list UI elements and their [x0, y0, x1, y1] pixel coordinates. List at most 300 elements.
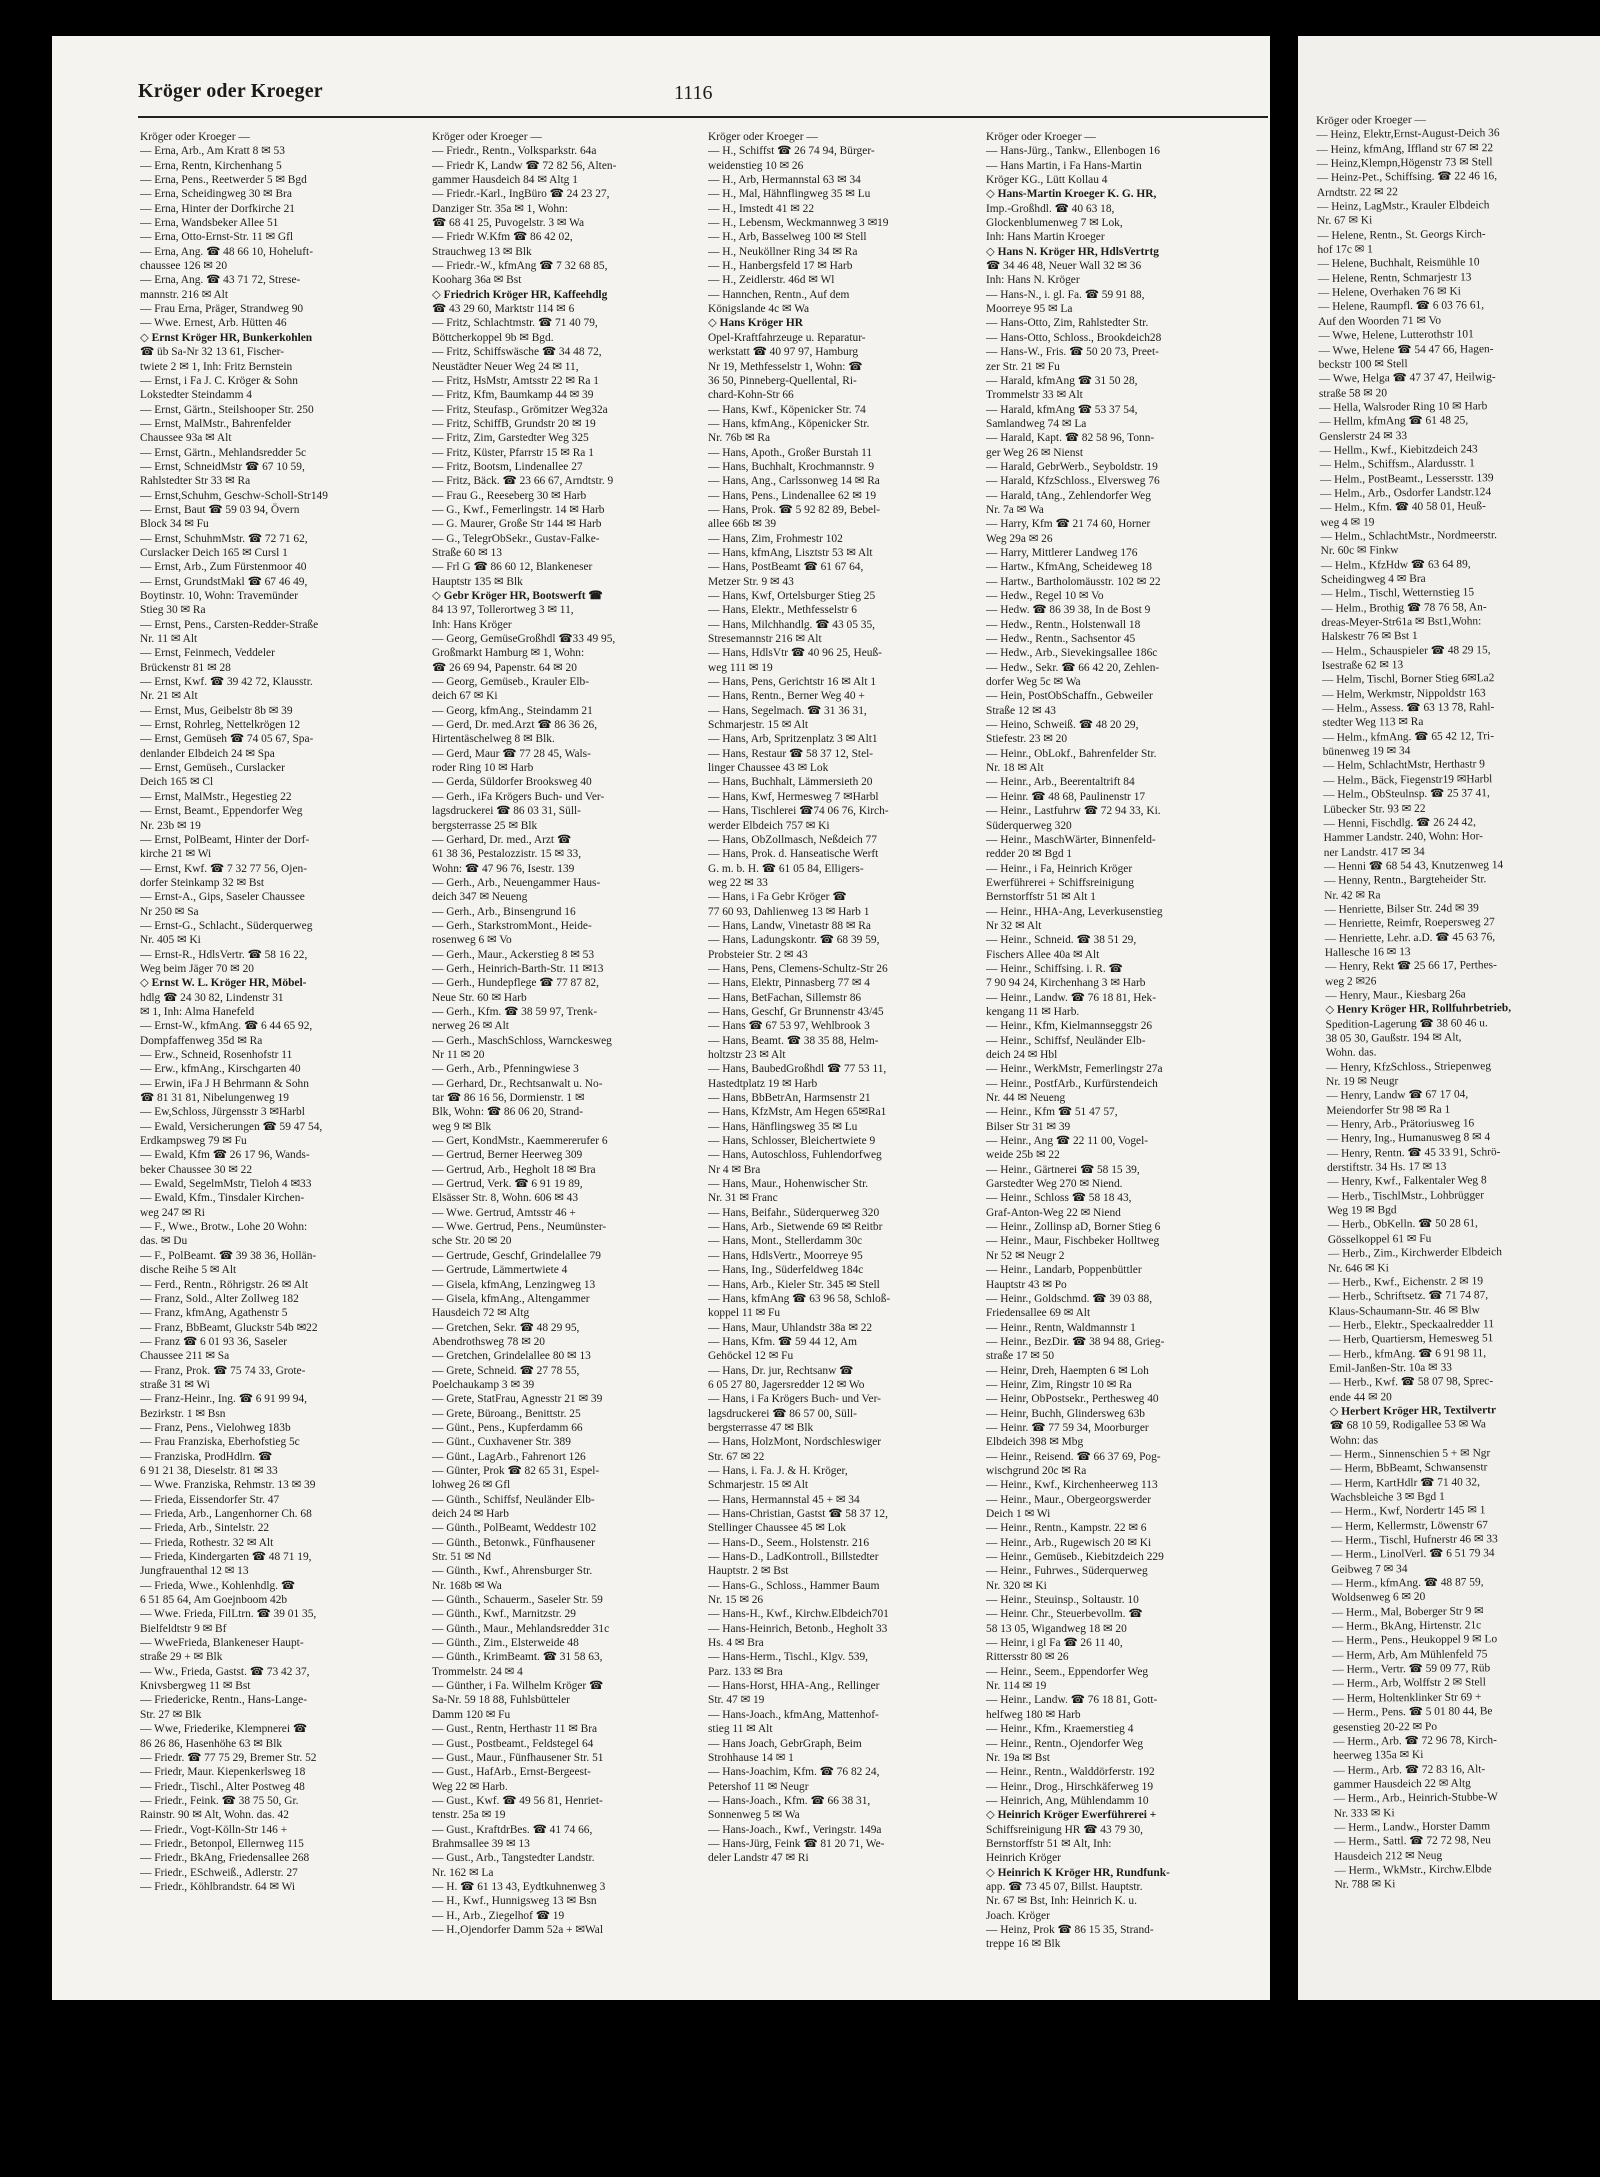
directory-entry-line: — Hans, Kwf., Köpenicker Str. 74 [708, 403, 866, 416]
directory-entry-line: beckstr 100 ✉ Stell [1318, 357, 1408, 371]
directory-entry-line: — Hans, Pens, Clemens-Schultz-Str 26 [708, 962, 888, 975]
directory-entry-line: — Gust., HafArb., Ernst-Bergeest- [432, 1766, 591, 1779]
directory-entry-line: — Hans-Herm., Tischl., Klgv. 539, [708, 1651, 868, 1664]
directory-entry-line: — Ernst, Feinmech, Veddeler [140, 647, 275, 660]
directory-entry-line: chaussee 126 ✉ 20 [140, 260, 228, 273]
directory-entry-line: Stellinger Chaussee 45 ✉ Lok [708, 1522, 846, 1535]
directory-entry-line: Nr. 320 ✉ Ki [986, 1579, 1047, 1592]
directory-entry-line: — Helene, Raumpfl. ☎ 6 03 76 61, [1317, 299, 1485, 314]
directory-entry-line: Woldsenweg 6 ✉ 20 [1331, 1591, 1426, 1605]
directory-entry-line: Nr. 67 ✉ Bst, Inh: Heinrich K. u. [986, 1895, 1137, 1908]
directory-entry-line: — Günth., Schauerm., Saseler Str. 59 [432, 1594, 603, 1607]
directory-entry-line: — Hans, Geschf, Gr Brunnenstr 43/45 [708, 1005, 884, 1018]
directory-entry-line: helfweg 180 ✉ Harb [986, 1708, 1081, 1721]
directory-entry-line: — Franziska, ProdHdlrn. ☎ [140, 1450, 273, 1463]
directory-entry-line: — Grete, Büroang., Benittstr. 25 [432, 1407, 581, 1420]
directory-entry-line: — Fritz, Bäck. ☎ 23 66 67, Arndtstr. 9 [432, 475, 614, 488]
directory-entry-line: Meiendorfer Str 98 ✉ Ra 1 [1326, 1103, 1451, 1117]
directory-entry-line: dische Reihe 5 ✉ Alt [140, 1264, 237, 1277]
directory-entry-line: ☎ 26 69 94, Papenstr. 64 ✉ 20 [432, 661, 577, 674]
directory-entry-line: — Hans, Autoschloss, Fuhlendorfweg [708, 1149, 882, 1162]
directory-entry-line: — Heinr., MaschWärter, Binnenfeld- [986, 833, 1156, 846]
directory-entry-line: — Hannchen, Rentn., Auf dem [708, 288, 850, 301]
directory-entry-line: Weg 22 ✉ Harb. [432, 1780, 508, 1793]
directory-entry-line: — Heinr., Landw. ☎ 76 18 81, Gott- [986, 1694, 1158, 1707]
directory-entry-line: — Heinr., Zollinsp aD, Borner Stieg 6 [986, 1221, 1161, 1234]
directory-entry-line: — Helene, Buchhalt, Reismühle 10 [1317, 256, 1480, 271]
directory-entry-line: — Ww., Frieda, Gastst. ☎ 73 42 37, [140, 1665, 310, 1678]
directory-entry-line: — Erwin, iFa J H Behrmann & Sohn [140, 1077, 309, 1090]
directory-entry-line: — Friedr., Feink. ☎ 38 75 50, Gr. [140, 1794, 299, 1807]
directory-entry-line: hof 17c ✉ 1 [1317, 243, 1373, 257]
directory-entry-line: straße 58 ✉ 20 [1318, 386, 1388, 400]
directory-entry-line: — Hans, Arb., Kieler Str. 345 ✉ Stell [708, 1278, 880, 1291]
directory-entry-line: — Hans-Joach., kfmAng, Mattenhof- [708, 1708, 879, 1721]
directory-entry-line: 58 13 05, Wigandweg 18 ✉ 20 [986, 1622, 1127, 1635]
directory-entry-line: — Heinz, LagMstr., Krauler Elbdeich [1316, 199, 1490, 214]
directory-entry-line: — Henni ☎ 68 54 43, Knutzenweg 14 [1323, 858, 1504, 873]
directory-entry-line: Straße 60 ✉ 13 [432, 546, 502, 559]
directory-entry-line: — Hans, Landw, Vinetastr 88 ✉ Ra [708, 919, 871, 932]
directory-entry-line: — Franz, Pens., Vielohweg 183b [140, 1421, 291, 1434]
directory-entry-line: deich 347 ✉ Neueng [432, 891, 528, 904]
directory-entry-line: Neue Str. 60 ✉ Harb [432, 991, 527, 1004]
directory-entry-line: Auf den Woorden 71 ✉ Vo [1318, 314, 1442, 328]
directory-entry-line: — Ew,Schloss, Jürgensstr 3 ✉Harbl [140, 1106, 305, 1119]
directory-entry-line: — Hartw., Bartholomäusstr. 102 ✉ 22 [986, 575, 1161, 588]
directory-entry-line: — Ernst,Schuhm, Geschw-Scholl-Str149 [140, 489, 328, 502]
directory-entry-line: — Erna, Otto-Ernst-Str. 11 ✉ Gfl [140, 231, 294, 244]
directory-entry-line: 6 51 85 64, Am Goejnboom 42b [140, 1594, 288, 1607]
directory-entry-line: Hauptstr 43 ✉ Po [986, 1278, 1067, 1291]
directory-entry-line: — Hans, Arb, Spritzenplatz 3 ✉ Alt1 [708, 733, 878, 746]
directory-entry-line: Nr. 168b ✉ Wa [432, 1579, 502, 1592]
directory-entry-line: — Herm., Tischl, Hufnerstr 46 ✉ 33 [1330, 1533, 1498, 1547]
directory-entry-line: — Helene, Rentn, Schmarjestr 13 [1317, 271, 1472, 285]
directory-entry-line: — Günt., LagArb., Fahrenort 126 [432, 1450, 586, 1463]
directory-column-5 [1316, 111, 1600, 1893]
directory-entry-line: — Hans-Joachim, Kfm. ☎ 76 82 24, [708, 1766, 880, 1779]
directory-entry-line: — Günth., KrimBeamt. ☎ 31 58 63, [432, 1651, 603, 1664]
directory-entry-line: — Harald, kfmAng ☎ 53 37 54, [986, 403, 1138, 416]
directory-entry-line: — Hans, Schlosser, Bleichertwiete 9 [708, 1135, 876, 1148]
directory-entry-line: nerweg 26 ✉ Alt [432, 1020, 509, 1033]
directory-entry-line: — Gerh., iFa Krögers Buch- und Ver- [432, 790, 605, 803]
directory-entry-line: — Hans-D., Seem., Holstenstr. 216 [708, 1536, 870, 1549]
directory-entry-line: Erdkampsweg 79 ✉ Fu [140, 1135, 247, 1148]
directory-entry-line: stieg 11 ✉ Alt [708, 1723, 773, 1736]
directory-entry-line: Probsteier Str. 2 ✉ 43 [708, 948, 808, 961]
directory-entry-line: Hausdeich 212 ✉ Neug [1334, 1849, 1443, 1863]
directory-entry-line: hdlg ☎ 24 30 82, Lindenstr 31 [140, 991, 284, 1004]
directory-entry-line: chard-Kohn-Str 66 [708, 389, 794, 402]
directory-entry-line: denlander Elbdeich 24 ✉ Spa [140, 747, 275, 760]
directory-entry-line: — Hans, BbBetrAn, Harmsenstr 21 [708, 1092, 871, 1105]
directory-entry-line: Hauptstr. 2 ✉ Bst [708, 1565, 789, 1578]
directory-entry-line: — Erna, Wandsbeker Allee 51 [140, 217, 279, 230]
directory-entry-line: Imp.-Großhdl. ☎ 40 63 18, [986, 202, 1115, 215]
directory-entry-line: — Fritz, Schlachtmstr. ☎ 71 40 79, [432, 317, 598, 330]
directory-entry-line: ◇ Hans-Martin Kroeger K. G. HR, [986, 188, 1157, 201]
directory-entry-line: — Ernst, GrundstMakl ☎ 67 46 49, [140, 575, 308, 588]
directory-entry-line: — Frieda, Eissendorfer Str. 47 [140, 1493, 280, 1506]
directory-entry-line: Wohn: ☎ 47 96 76, Isestr. 139 [432, 862, 575, 875]
directory-entry-line: ◇ Heinrich K Kröger HR, Rundfunk- [986, 1866, 1170, 1879]
directory-entry-line: — Ernst, SchneidMstr ☎ 67 10 59, [140, 460, 305, 473]
directory-entry-line: — Fritz, HsMstr, Amtsstr 22 ✉ Ra 1 [432, 374, 599, 387]
directory-entry-line: 6 91 21 38, Dieselstr. 81 ✉ 33 [140, 1464, 278, 1477]
directory-entry-line: straße 29 + ✉ Blk [140, 1651, 223, 1664]
directory-entry-line: — Hans Joach, GebrGraph, Beim [708, 1737, 862, 1750]
directory-entry-line: — Friedr., Vogt-Kölln-Str 146 + [140, 1823, 288, 1836]
directory-entry-line: — Hans, Segelmach. ☎ 31 36 31, [708, 704, 867, 717]
directory-entry-line: — Hedw., Arb., Sievekingsallee 186c [986, 647, 1158, 660]
directory-entry-line: — Henriette, Lehr. a.D. ☎ 45 63 76, [1324, 930, 1496, 945]
directory-entry-line: kirche 21 ✉ Wi [140, 848, 212, 861]
directory-entry-line: — Erw., kfmAng., Kirschgarten 40 [140, 1063, 301, 1076]
directory-entry-line: — H. ☎ 61 13 43, Eydtkuhnenweg 3 [432, 1880, 606, 1893]
directory-entry-line: — Gerh., Arb., Pfenningwiese 3 [432, 1063, 579, 1076]
directory-entry-line: Boytinstr. 10, Wohn: Travemünder [140, 590, 299, 602]
directory-entry-line: — Herm, Arb, Am Mühlenfeld 75 [1332, 1648, 1488, 1662]
directory-entry-line: Nr. 114 ✉ 19 [986, 1680, 1047, 1693]
directory-entry-line: — Friedr.-Karl., IngBüro ☎ 24 23 27, [432, 188, 610, 201]
directory-entry-line: — Heinr., Rentn., Walddörferstr. 192 [986, 1766, 1155, 1779]
directory-entry-line: — Frieda, Wwe., Kohlenhdlg. ☎ [140, 1579, 296, 1592]
directory-entry-line: Nr. 60c ✉ Finkw [1320, 544, 1399, 558]
directory-entry-line: — Heinr., Gärtnerei ☎ 58 15 39, [986, 1163, 1140, 1176]
directory-entry-line: — Friedr K, Landw ☎ 72 82 56, Alten- [432, 159, 617, 172]
directory-entry-line: Spedition-Lagerung ☎ 38 60 46 u. [1325, 1016, 1488, 1031]
directory-entry-line: Curslacker Deich 165 ✉ Cursl 1 [140, 546, 288, 559]
directory-entry-line: ◇ Hans N. Kröger HR, HdlsVertrtg [986, 245, 1159, 258]
directory-entry-line: — Gust., Maur., Fünfhausener Str. 51 [432, 1751, 604, 1764]
directory-entry-line: — Wwe, Helene ☎ 54 47 66, Hagen- [1318, 342, 1494, 357]
directory-entry-line: gammer Hausdeich 22 ✉ Altg [1333, 1777, 1471, 1791]
directory-entry-line: lagsdruckerei ☎ 86 57 00, Süll- [708, 1407, 857, 1420]
directory-entry-line: — Herb., Zim., Kirchwerder Elbdeich [1327, 1246, 1502, 1261]
directory-entry-line: — Gerh., MaschSchloss, Warnckesweg [432, 1034, 612, 1047]
directory-entry-line: 7 90 94 24, Kirchenhang 3 ✉ Harb [986, 977, 1146, 990]
directory-entry-line: — Ernst, Gemüseh., Curslacker [140, 762, 285, 775]
directory-entry-line: — Wwe. Gertrud, Pens., Neumünster- [432, 1221, 607, 1234]
directory-entry-line: — Heinr., PostfArb., Kurfürstendeich [986, 1077, 1158, 1090]
directory-entry-line: Joach. Kröger [986, 1909, 1050, 1922]
directory-entry-line: — Heinr., Steuinsp., Soltaustr. 10 [986, 1594, 1139, 1607]
directory-entry-line: bergsterrasse 25 ✉ Blk [432, 819, 538, 832]
directory-entry-line: — Hans, Kfm. ☎ 59 44 12, Am [708, 1335, 857, 1348]
directory-entry-line: Bielfeldtstr 9 ✉ Bf [140, 1622, 227, 1635]
directory-entry-line: — Heinr., Schiffsing. i. R. ☎ [986, 962, 1123, 975]
directory-entry-line: wischgrund 20c ✉ Ra [986, 1464, 1087, 1477]
directory-entry-line: — Hans, PostBeamt ☎ 61 67 64, [708, 561, 864, 574]
directory-entry-line: ◇ Hans Kröger HR [708, 317, 803, 330]
directory-entry-line: — H., Schiffst ☎ 26 74 94, Bürger- [708, 145, 875, 158]
directory-entry-line: Moorreye 95 ✉ La [986, 303, 1073, 316]
directory-entry-line: treppe 16 ✉ Blk [986, 1938, 1061, 1951]
directory-entry-line: Stiefestr. 23 ✉ 20 [986, 733, 1068, 746]
directory-entry-line: Weg 29a ✉ 26 [986, 532, 1053, 545]
directory-entry-line: — Hans, Ing., Süderfeldweg 184c [708, 1264, 864, 1277]
directory-entry-line: Geibweg 7 ✉ 34 [1331, 1562, 1408, 1576]
directory-entry-line: — Henry, Kwf., Falkentaler Weg 8 [1327, 1174, 1487, 1189]
directory-entry-line: — Heinr. ☎ 48 68, Paulinenstr 17 [986, 790, 1146, 803]
directory-entry-line: — Henry, Ing., Humanusweg 8 ✉ 4 [1326, 1131, 1491, 1146]
directory-entry-line: Friedensallee 69 ✉ Alt [986, 1307, 1091, 1320]
directory-entry-line: — Henry, Maur., Kiesbarg 26a [1325, 988, 1466, 1002]
directory-entry-line: — Ernst, MalMstr., Bahrenfelder [140, 417, 292, 430]
directory-entry-line: — Franz, Prok. ☎ 75 74 33, Grote- [140, 1364, 306, 1377]
directory-entry-line: Stieg 30 ✉ Ra [140, 604, 206, 617]
directory-entry-line: — Henriette, Reimfr, Roepersweg 27 [1324, 916, 1495, 931]
directory-entry-line: — Friedr. ☎ 77 75 29, Bremer Str. 52 [140, 1751, 317, 1764]
directory-entry-line: — Günth., Maur., Mehlandsredder 31c [432, 1622, 610, 1635]
directory-entry-line: — Ernst, Kwf. ☎ 7 32 77 56, Ojen- [140, 862, 307, 875]
directory-entry-line: — Hans, Kwf, Hermesweg 7 ✉Harbl [708, 790, 879, 803]
directory-entry-line: — Heinr., Schiffsf, Neuländer Elb- [986, 1034, 1146, 1047]
directory-entry-line: — Frieda, Rothestr. 32 ✉ Alt [140, 1536, 274, 1549]
directory-entry-line: Str. 27 ✉ Blk [140, 1708, 202, 1721]
directory-entry-line: Inh: Hans Martin Kroeger [986, 231, 1105, 244]
directory-entry-line: — Hedw., Regel 10 ✉ Vo [986, 590, 1104, 602]
directory-entry-line: Weg beim Jäger 70 ✉ 20 [140, 962, 254, 975]
directory-entry-line: weg 9 ✉ Blk [432, 1120, 492, 1133]
directory-entry-line: — Heinr., i Fa, Heinrich Kröger [986, 862, 1133, 875]
directory-entry-line: — Hein, PostObSchaffn., Gebweiler [986, 690, 1153, 703]
directory-entry-line: — Ernst, Mus, Geibelstr 8b ✉ 39 [140, 704, 293, 717]
directory-entry-line: Lokstedter Steindamm 4 [140, 389, 252, 402]
directory-entry-line: Blk, Wohn: ☎ 86 06 20, Strand- [432, 1106, 584, 1119]
directory-entry-line: Graf-Anton-Weg 22 ✉ Niend [986, 1206, 1121, 1219]
directory-entry-line: — Hans, kfmAng ☎ 63 96 58, Schloß- [708, 1292, 891, 1305]
directory-entry-line: — Heinr., Arb., Beerentaltrift 84 [986, 776, 1135, 789]
directory-entry-line: — Helm., Tischl, Wetternstieg 15 [1320, 586, 1475, 601]
directory-entry-line: — Hans-N., i. gl. Fa. ☎ 59 91 88, [986, 288, 1145, 301]
directory-entry-line: — Friedr., BkAng, Friedensallee 268 [140, 1852, 310, 1865]
directory-entry-line: Nr. 788 ✉ Ki [1334, 1878, 1396, 1892]
directory-entry-line: — Gust., Postbeamt., Feldstegel 64 [432, 1737, 594, 1750]
directory-entry-line: — Wwe. Gertrud, Amtsstr 46 + [432, 1206, 576, 1219]
directory-entry-line: — Hans, HdlsVertr., Moorreye 95 [708, 1249, 863, 1262]
directory-entry-line: — Hans, Buchhalt, Krochmannstr. 9 [708, 460, 875, 473]
directory-entry-line: — Gerhard, Dr. med., Arzt ☎ [432, 833, 572, 846]
directory-entry-line: — Harald, GebrWerb., Seyboldstr. 19 [986, 460, 1158, 473]
directory-entry-line: Wohn. das. [1325, 1046, 1377, 1060]
directory-entry-line: — Günth., Kwf., Marnitzstr. 29 [432, 1608, 576, 1621]
directory-entry-line: — Friedr., ESchweiß., Adlerstr. 27 [140, 1866, 298, 1879]
directory-entry-line: — Helm., Brothig ☎ 78 76 58, An- [1321, 600, 1487, 615]
directory-entry-line: — Ernst-A., Gips, Saseler Chaussee [140, 891, 305, 904]
directory-entry-line: — Ernst, Gemüseh ☎ 74 05 67, Spa- [140, 733, 314, 746]
directory-entry-line: — Gust., KraftdrBes. ☎ 41 74 66, [432, 1823, 593, 1836]
directory-entry-line: — Grete, Schneid. ☎ 27 78 55, [432, 1364, 580, 1377]
directory-entry-line: ◇ Ernst Kröger HR, Bunkerkohlen [140, 331, 313, 344]
directory-entry-line: 38 05 30, Gaußstr. 194 ✉ Alt, [1325, 1031, 1462, 1045]
directory-entry-line: — Günth., Schiffsf, Neuländer Elb- [432, 1493, 595, 1506]
directory-entry-line: — Heinr., Lastfuhrw ☎ 72 94 33, Ki. [986, 805, 1161, 818]
directory-entry-line: — Hans, HdlsVtr ☎ 40 96 25, Heuß- [708, 647, 882, 660]
directory-entry-line: — Hans, Milchhandlg. ☎ 43 05 35, [708, 618, 875, 631]
directory-entry-line: — Hans, kfmAng, Lisztstr 53 ✉ Alt [708, 546, 873, 559]
directory-entry-line: — Hans-D., LadKontroll., Billstedter [708, 1551, 879, 1564]
directory-entry-line: — Wwe. Franziska, Rehmstr. 13 ✉ 39 [140, 1479, 316, 1492]
directory-entry-line: — Hans, Prok. ☎ 5 92 82 89, Bebel- [708, 503, 881, 516]
directory-entry-line: Knivsbergweg 11 ✉ Bst [140, 1680, 251, 1693]
directory-entry-line: — Georg, kfmAng., Steindamm 21 [432, 704, 593, 717]
directory-entry-line: — Herm., Pens. ☎ 5 01 80 44, Be [1332, 1705, 1493, 1720]
directory-entry-line: Nr. 405 ✉ Ki [140, 934, 201, 947]
directory-entry-line: — Hans-W., Fris. ☎ 50 20 73, Preet- [986, 346, 1159, 359]
directory-entry-line: — Hedw., Sekr. ☎ 66 42 20, Zehlen- [986, 661, 1160, 674]
directory-entry-line: — Gerda, Süldorfer Brooksweg 40 [432, 776, 592, 789]
directory-entry-line: Genslerstr 24 ✉ 33 [1319, 429, 1408, 443]
directory-entry-line: — Hans, Restaur ☎ 58 37 12, Stel- [708, 747, 874, 760]
directory-entry-line: — Helene, Rentn., St. Georgs Kirch- [1317, 227, 1486, 242]
directory-entry-line: — Heinr., Kfm., Kraemerstieg 4 [986, 1723, 1134, 1736]
directory-entry-line: — Ernst, Gärtn., Mehlandsredder 5c [140, 446, 307, 459]
directory-entry-line: Nr 250 ✉ Sa [140, 905, 199, 918]
directory-entry-line: — Günt., Cuxhavener Str. 389 [432, 1436, 571, 1449]
directory-entry-line: — Hans, HolzMont, Nordschleswiger [708, 1436, 882, 1449]
directory-entry-line: — Herb., Schriftsetz. ☎ 71 74 87, [1328, 1289, 1489, 1304]
directory-entry-line: — Heinr., Maur, Fischbeker Holltweg [986, 1235, 1160, 1248]
directory-entry-line: — Harald, kfmAng ☎ 31 50 28, [986, 374, 1138, 387]
directory-entry-line: — H., Lebensm, Weckmannweg 3 ✉19 [708, 217, 889, 230]
directory-entry-line: Kröger KG., Lütt Kollau 4 [986, 174, 1108, 187]
directory-entry-line: holtzstr 23 ✉ Alt [708, 1049, 786, 1061]
directory-entry-line: — Hans, i Fa Gebr Kröger ☎ [708, 891, 847, 904]
directory-entry-line: Metzer Str. 9 ✉ 43 [708, 575, 794, 588]
directory-entry-line: Stresemannstr 216 ✉ Alt [708, 633, 822, 646]
directory-entry-line: — Hella, Walsroder Ring 10 ✉ Harb [1319, 400, 1488, 414]
directory-entry-line: Elbdeich 398 ✉ Mbg [986, 1436, 1084, 1449]
directory-entry-line: — Hellm., Kwf., Kiebitzdeich 243 [1319, 443, 1478, 457]
directory-entry-line: — Hellm, kfmAng ☎ 61 48 25, [1319, 414, 1469, 429]
directory-entry-line: Deich 165 ✉ Cl [140, 776, 214, 789]
directory-entry-line: deler Landstr 47 ✉ Ri [708, 1852, 809, 1865]
directory-entry-line: — Heinr., Landw. ☎ 76 18 81, Hek- [986, 991, 1157, 1004]
directory-entry-line: — Hans-Joach., Kwf., Veringstr. 149a [708, 1823, 882, 1836]
directory-entry-line: — Erw., Schneid, Rosenhofstr 11 [140, 1049, 293, 1061]
directory-entry-line: — Gerd, Dr. med.Arzt ☎ 86 36 26, [432, 719, 598, 732]
directory-entry-line: mannstr. 216 ✉ Alt [140, 288, 229, 301]
directory-entry-line: — Henry, Rekt ☎ 25 66 17, Perthes- [1324, 959, 1497, 974]
directory-entry-line: — Heino, Schweiß. ☎ 48 20 29, [986, 719, 1139, 732]
directory-entry-line: — Helm., kfmAng. ☎ 65 42 12, Tri- [1322, 729, 1495, 744]
directory-entry-line: Elsässer Str. 8, Wohn. 606 ✉ 43 [432, 1192, 579, 1205]
directory-entry-line: — Heinr., Goldschmd. ☎ 39 03 88, [986, 1292, 1153, 1305]
directory-entry-line: Damm 120 ✉ Fu [432, 1708, 511, 1721]
directory-entry-line: — Hans, i. Fa. J. & H. Kröger, [708, 1464, 848, 1477]
directory-entry-line: beker Chaussee 30 ✉ 22 [140, 1163, 253, 1176]
directory-entry-line: — Helm., Bäck, Fiegenstr19 ✉Harbl [1322, 773, 1493, 787]
directory-entry-line: — Herm., Sinnenschien 5 + ✉ Ngr [1329, 1447, 1491, 1461]
directory-entry-line: — Ernst, Gärtn., Steilshooper Str. 250 [140, 403, 314, 416]
directory-entry-line: — Herm., Landw., Horster Damm [1333, 1820, 1491, 1834]
directory-entry-line: — H., Kwf., Hunnigsweg 13 ✉ Bsn [432, 1895, 597, 1908]
directory-entry-line: — Hans, BaubedGroßhdl ☎ 77 53 11, [708, 1063, 887, 1076]
directory-entry-line: — Wwe, Helene, Lutterothstr 101 [1318, 328, 1474, 343]
directory-entry-line: Deich 1 ✉ Wi [986, 1508, 1051, 1520]
directory-entry-line: Poelchaukamp 3 ✉ 39 [432, 1378, 535, 1391]
directory-entry-line: ◇ Gebr Kröger HR, Bootswerft ☎ [432, 590, 603, 602]
directory-entry-line: — Gisela, kfmAng, Lenzingweg 13 [432, 1278, 596, 1291]
directory-entry-line: — Herm., Pens., Heukoppel 9 ✉ Lo [1331, 1633, 1498, 1648]
directory-entry-line: — Erna, Scheidingweg 30 ✉ Bra [140, 188, 292, 201]
directory-entry-line: — Herm., Arb. ☎ 72 83 16, Alt- [1333, 1762, 1486, 1777]
directory-entry-line: G. m. b. H. ☎ 61 05 84, Elligers- [708, 862, 864, 875]
directory-entry-line: Kooharg 36a ✉ Bst [432, 274, 522, 287]
directory-entry-line: Nr. 162 ✉ La [432, 1866, 494, 1879]
directory-entry-line: Isestraße 62 ✉ 13 [1321, 659, 1404, 673]
directory-entry-line: Jungfrauenthal 12 ✉ 13 [140, 1565, 249, 1578]
directory-entry-line: — H., Arb, Basselweg 100 ✉ Stell [708, 231, 867, 244]
directory-entry-line: — Henriette, Bilser Str. 24d ✉ 39 [1324, 902, 1479, 916]
directory-entry-line: Parz. 133 ✉ Bra [708, 1665, 783, 1678]
directory-entry-line: — Herb., Kwf., Eichenstr. 2 ✉ 19 [1328, 1275, 1484, 1289]
directory-entry-line: — Hans, Tischlerei ☎74 06 76, Kirch- [708, 805, 889, 818]
directory-entry-line: twiete 2 ✉ 1, Inh: Fritz Bernstein [140, 360, 293, 373]
directory-entry-line: Nr. 18 ✉ Alt [986, 762, 1044, 775]
directory-entry-line: — Friedr., Tischl., Alter Postweg 48 [140, 1780, 305, 1793]
directory-entry-line: 61 38 36, Pestalozzistr. 15 ✉ 33, [432, 848, 582, 861]
directory-entry-line: — H., Hanbergsfeld 17 ✉ Harb [708, 260, 853, 273]
directory-entry-line: werkstatt ☎ 40 97 97, Hamburg [708, 346, 859, 359]
directory-entry-line: tenstr. 25a ✉ 19 [432, 1809, 506, 1822]
directory-entry-line: — Hans, Apoth., Großer Burstah 11 [708, 446, 873, 459]
directory-entry-line: Chaussee 93a ✉ Alt [140, 432, 232, 445]
directory-entry-line: — Ernst, PolBeamt, Hinter der Dorf- [140, 833, 310, 846]
directory-entry-line: — Henry, Rentn. ☎ 45 33 91, Schrö- [1326, 1145, 1501, 1160]
directory-entry-line: Wachsbleiche 3 ✉ Bgd 1 [1330, 1490, 1445, 1504]
directory-entry-line: — Herb., TischlMstr., Lohbrügger [1327, 1189, 1485, 1203]
directory-entry-line: — Helm., SchlachtMstr., Nordmeerstr. [1320, 529, 1498, 543]
directory-entry-line: — Gerh., StarkstromMont., Heide- [432, 919, 592, 932]
directory-entry-line: Nr 52 ✉ Neugr 2 [986, 1249, 1065, 1262]
directory-entry-line: — Heinz, Elektr,Ernst-August-Deich 36 [1316, 127, 1500, 142]
directory-entry-line: Straße 12 ✉ 43 [986, 704, 1056, 717]
directory-entry-line: — Hans, KfzMstr, Am Hegen 65✉Ra1 [708, 1106, 887, 1119]
directory-entry-line: Block 34 ✉ Fu [140, 518, 209, 531]
directory-entry-line: — Herm., Vertr. ☎ 59 09 77, Rüb [1332, 1662, 1491, 1677]
directory-entry-line: — Hans-Christian, Gastst ☎ 58 37 12, [708, 1508, 888, 1520]
directory-entry-line: ☎ 68 41 25, Puvogelstr. 3 ✉ Wa [432, 217, 585, 230]
directory-entry-line: allee 66b ✉ 39 [708, 518, 777, 531]
directory-entry-line: — Herb, Quartiersm, Hemesweg 51 [1328, 1332, 1494, 1347]
directory-entry-line: — Gisela, kfmAng., Altengammer [432, 1292, 590, 1305]
directory-entry-line: — Henry, Arb., Prätoriusweg 16 [1326, 1117, 1475, 1132]
directory-entry-line: — Franz ☎ 6 01 93 36, Saseler [140, 1335, 288, 1348]
directory-entry-line: — Heinr. ☎ 77 59 34, Moorburger [986, 1421, 1149, 1434]
directory-entry-line: Kröger oder Kroeger — [986, 131, 1096, 143]
directory-entry-line: — Herb., ObKelln. ☎ 50 28 61, [1327, 1217, 1478, 1232]
directory-entry-line: Rainstr. 90 ✉ Alt, Wohn. das. 42 [140, 1809, 289, 1822]
directory-page [52, 36, 1270, 2000]
directory-entry-line: — Ewald, SegelmMstr, Tieloh 4 ✉33 [140, 1178, 312, 1191]
directory-entry-line: — Fritz, Schiffswäsche ☎ 34 48 72, [432, 346, 602, 359]
directory-entry-line: — Heinr., ObLokf., Bahrenfelder Str. [986, 747, 1157, 760]
directory-entry-line: Sa-Nr. 59 18 88, Fuhlsbütteler [432, 1694, 570, 1707]
directory-entry-line: — Erna, Pens., Reetwerder 5 ✉ Bgd [140, 174, 307, 187]
directory-entry-line: Königslande 4c ✉ Wa [708, 303, 810, 316]
directory-entry-line: — Gertrud, Berner Heerweg 309 [432, 1149, 583, 1162]
directory-entry-line: — Erna, Hinter der Dorfkirche 21 [140, 202, 295, 215]
directory-entry-line: — Henry, Landw ☎ 67 17 04, [1326, 1088, 1469, 1103]
directory-entry-line: bünenweg 19 ✉ 34 [1322, 745, 1411, 759]
directory-entry-line: Nr. 646 ✉ Ki [1328, 1261, 1389, 1275]
directory-entry-line: — Franz-Heinr., Ing. ☎ 6 91 99 94, [140, 1393, 307, 1406]
directory-entry-line: — Frieda, Kindergarten ☎ 48 71 19, [140, 1551, 312, 1564]
